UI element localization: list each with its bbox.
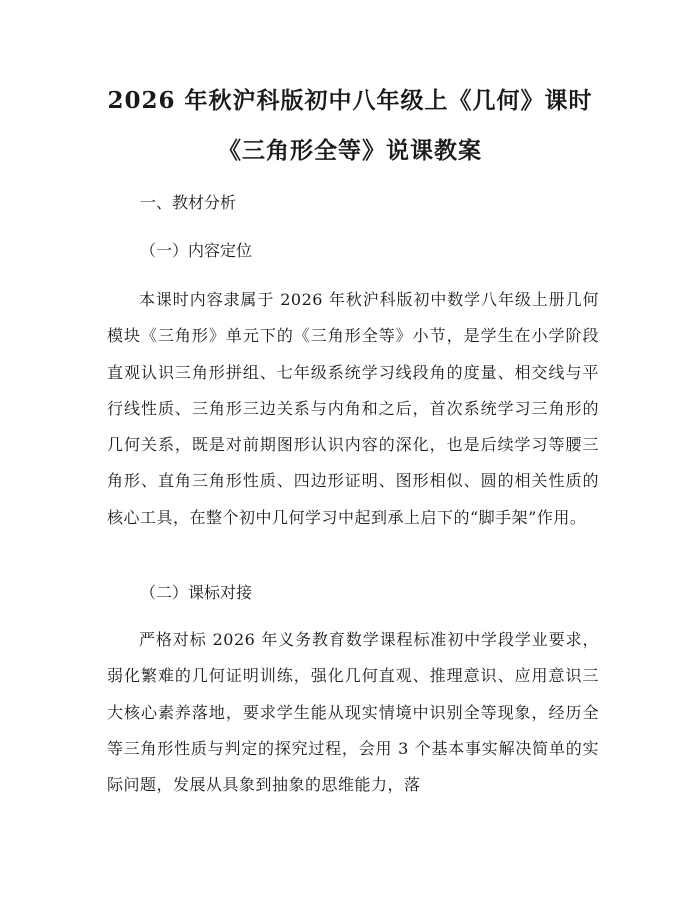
document-title-line-1: 2026 年秋沪科版初中八年级上《几何》课时 [107,87,593,114]
subsection-heading-content-positioning: （一）内容定位 [140,241,253,260]
subsection-heading-curriculum-alignment: （二）课标对接 [140,583,253,602]
section-heading-textbook-analysis: 一、教材分析 [140,193,237,212]
document-title-line-2: 《三角形全等》说课教案 [218,137,482,164]
paragraph-curriculum-alignment: 严格对标 2026 年义务教育数学课程标准初中学段学业要求，弱化繁难的几何证明训练，强化几何直观、推理意识、应用意识三大核心素养落地，要求学生能从现实情境中识别全等现象，经历全等三角形性质与判定的探究过程，会用 3 个基本事实解决简单的实际问题，发展从具象到抽象的思维能力，落 [107,630,599,795]
paragraph-content-positioning: 本课时内容隶属于 2026 年秋沪科版初中数学八年级上册几何模块《三角形》单元下的《三角形全等》小节，是学生在小学阶段直观认识三角形拼组、七年级系统学习线段角的度量、相交线与平行线性质、三角形三边关系与内角和之后，首次系统学习三角形的几何关系，既是对前期图形认识内容的深化，也是后续学习等腰三角形、直角三角形性质、四边形证明、图形相似、圆的相关性质的核心工具，在整个初中几何学习中起到承上启下的“脚手架”作用。 [107,290,599,527]
